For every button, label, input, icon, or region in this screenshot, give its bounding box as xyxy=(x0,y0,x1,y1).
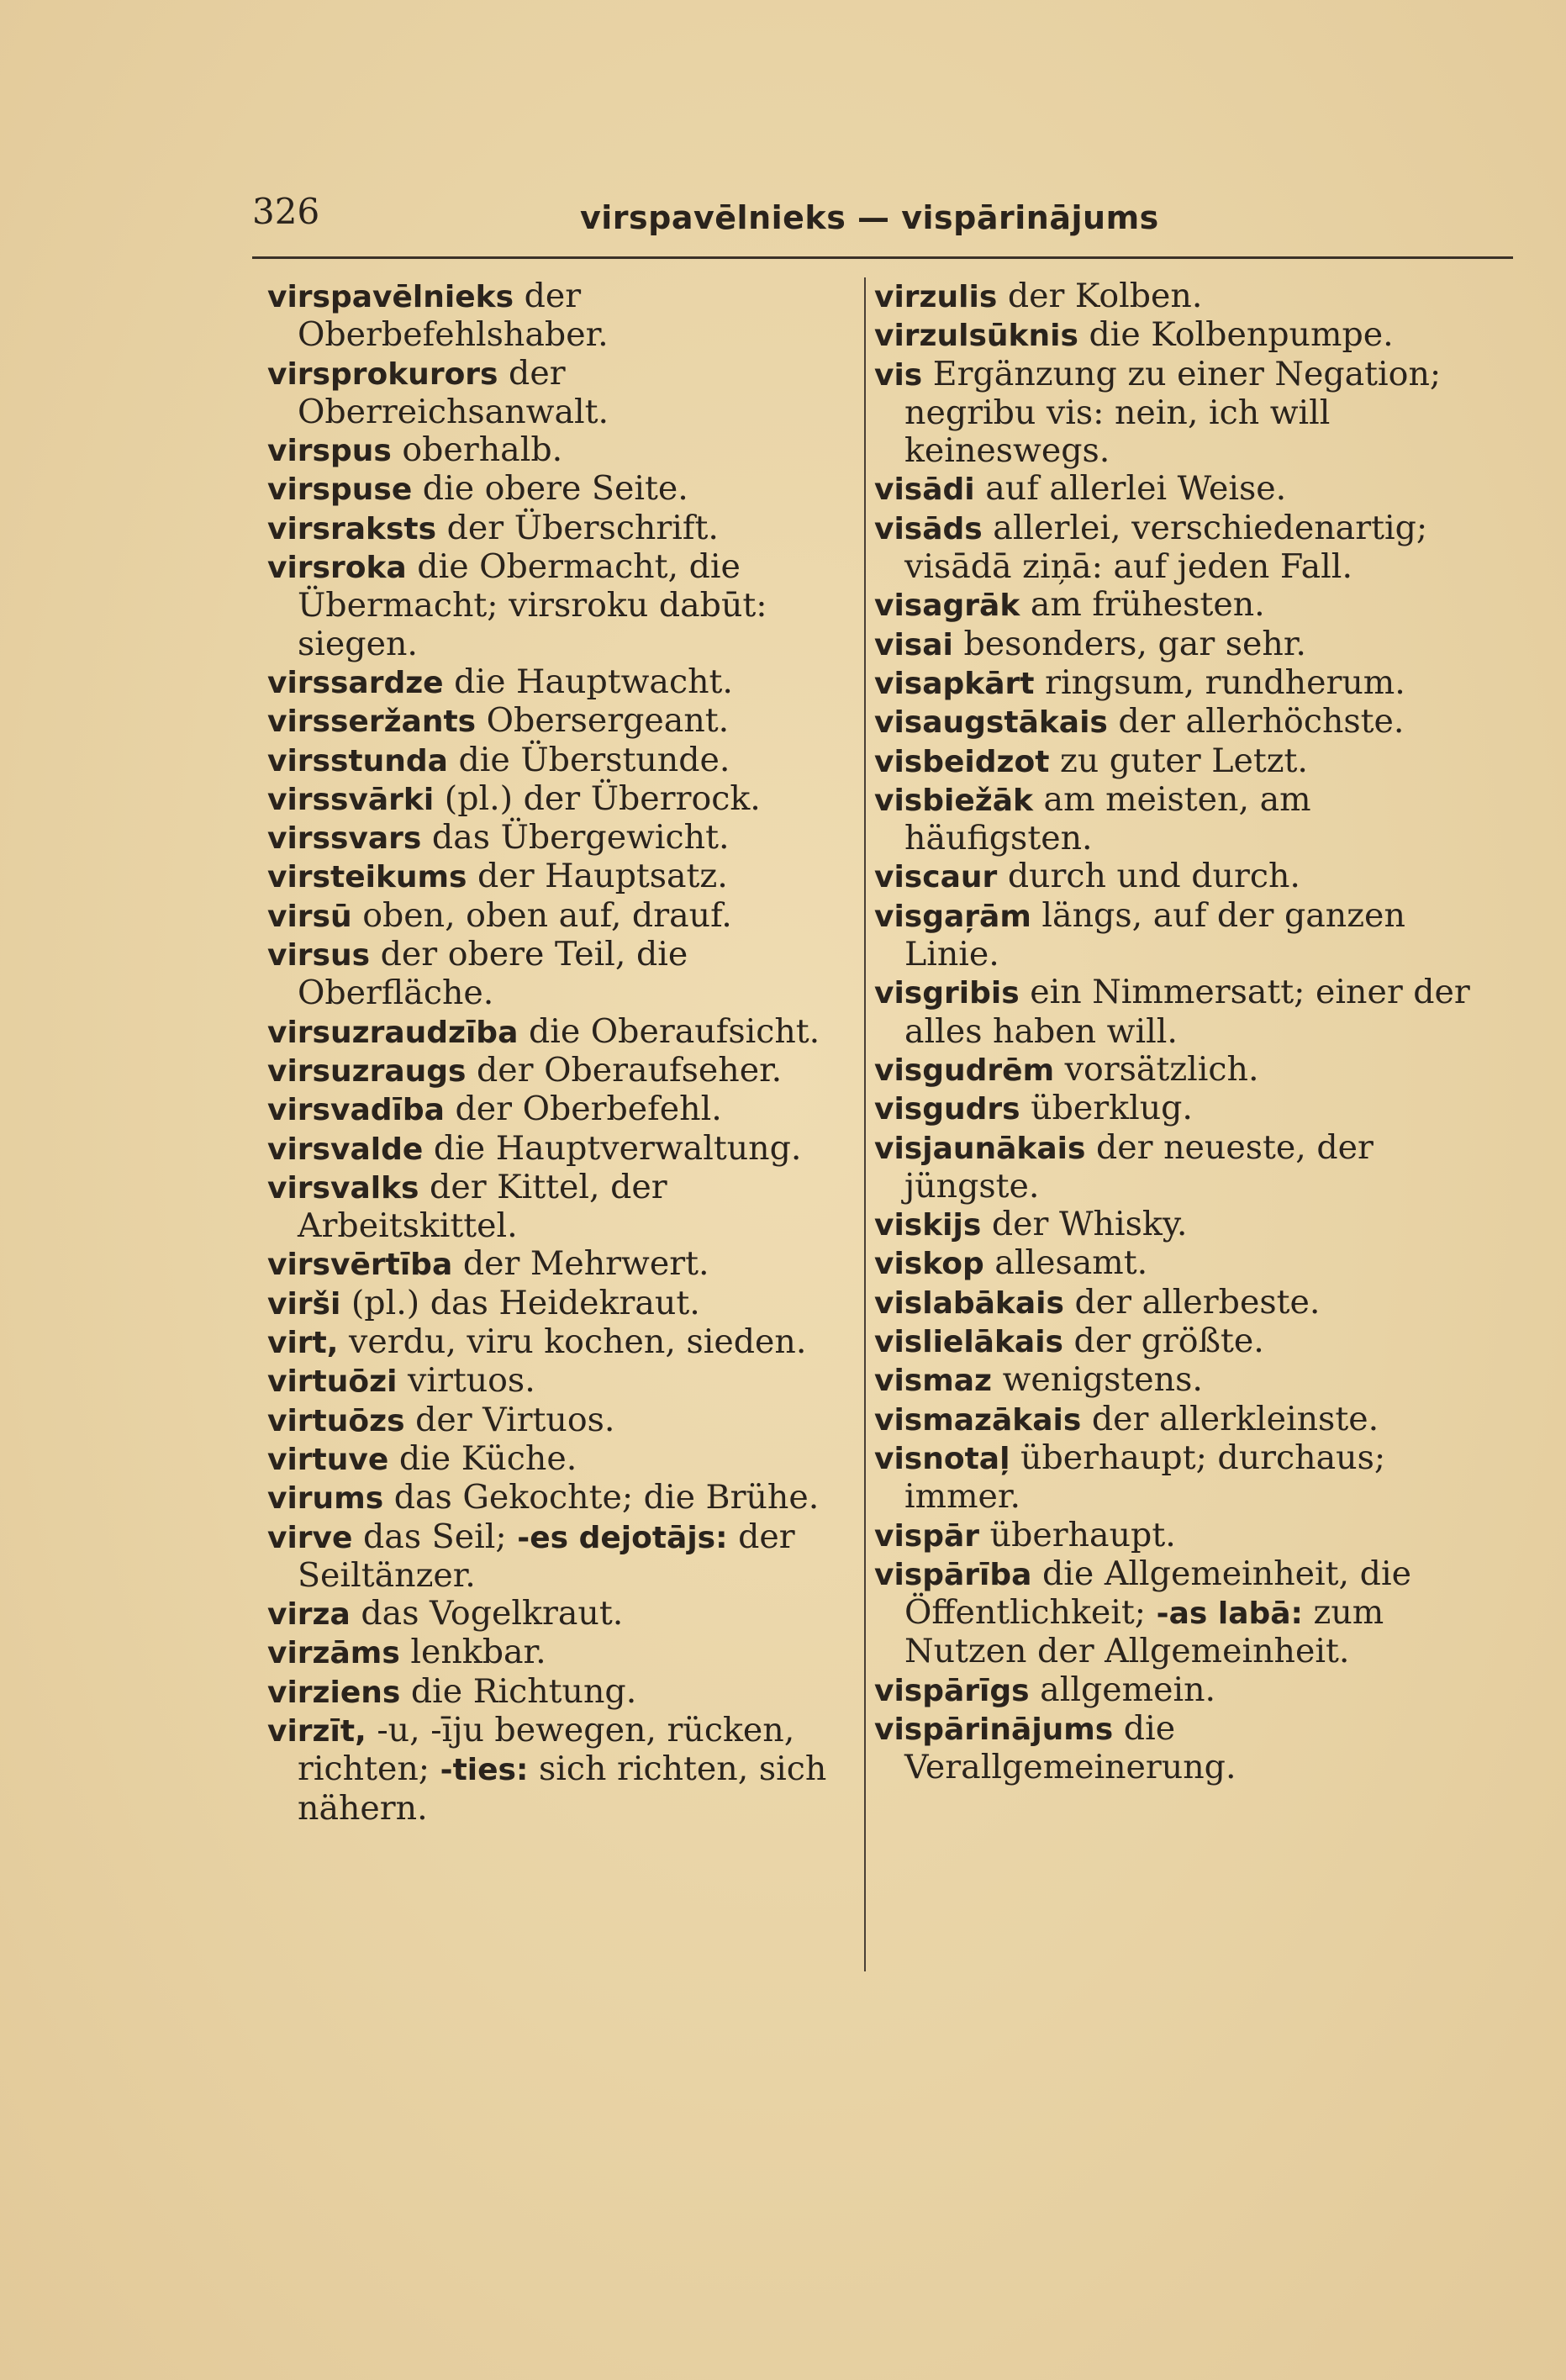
dictionary-entry xyxy=(874,1401,1496,1439)
headword: virsroka xyxy=(267,551,407,586)
headword: virsus xyxy=(267,938,371,974)
definition: der Whisky. xyxy=(991,1205,1188,1244)
headword: viskijs xyxy=(874,1208,982,1243)
dictionary-entry xyxy=(267,470,873,509)
dictionary-entry xyxy=(267,1245,873,1284)
right-column xyxy=(874,277,1496,1787)
headword: virve xyxy=(267,1520,353,1555)
dictionary-entry xyxy=(267,277,873,355)
headword: virza xyxy=(267,1597,351,1633)
dictionary-entry xyxy=(874,664,1496,703)
dictionary-entry xyxy=(267,431,873,470)
dictionary-entry xyxy=(874,277,1496,316)
headword: virsseržants xyxy=(267,705,477,740)
definition: der Oberbefehl. xyxy=(455,1090,722,1129)
dictionary-entry xyxy=(267,548,873,663)
dictionary-entry xyxy=(267,509,873,548)
definition: der Kolben. xyxy=(1007,277,1203,315)
derived-definition: der Seiltänzer. xyxy=(298,1517,795,1595)
definition: der neueste, der jüngste. xyxy=(904,1127,1374,1206)
definition: der Hauptsatz. xyxy=(477,857,728,896)
definition: allgemein. xyxy=(1040,1670,1216,1709)
definition: virtuos. xyxy=(408,1361,535,1401)
definition: der obere Teil, die Oberfläche. xyxy=(298,935,688,1013)
definition: überklug. xyxy=(1031,1089,1193,1128)
definition: die Kolbenpumpe. xyxy=(1089,315,1394,355)
headword: visādi xyxy=(874,472,975,508)
dictionary-entry xyxy=(874,1361,1496,1400)
headword: vislabākais xyxy=(874,1285,1064,1321)
dictionary-entry xyxy=(874,316,1496,355)
dictionary-entry xyxy=(874,974,1496,1051)
definition: die Richtung. xyxy=(410,1671,637,1711)
headword: virums xyxy=(267,1481,384,1517)
definition: der Oberbefehlshaber. xyxy=(298,277,609,355)
definition: überhaupt. xyxy=(989,1515,1176,1554)
derived-form: -ties: xyxy=(440,1753,529,1788)
headword: virzāms xyxy=(267,1636,400,1671)
definition: durch und durch. xyxy=(1007,857,1300,896)
definition: der Kittel, der Arbeitskittel. xyxy=(298,1167,667,1246)
definition: der allerkleinste. xyxy=(1091,1399,1379,1438)
dictionary-entry xyxy=(267,1285,873,1323)
dictionary-entry xyxy=(267,819,873,858)
headword: visjaunākais xyxy=(874,1131,1086,1166)
dictionary-entry xyxy=(267,355,873,432)
headword: vispārība xyxy=(874,1557,1032,1592)
dictionary-entry xyxy=(874,742,1496,781)
headword: virsvadība xyxy=(267,1093,445,1128)
headword: visai xyxy=(874,627,953,662)
headword: virsvalks xyxy=(267,1170,419,1206)
column-divider xyxy=(864,277,866,1971)
dictionary-entry xyxy=(874,703,1496,741)
headword: visagrāk xyxy=(874,588,1020,624)
definition: lenkbar. xyxy=(410,1633,546,1672)
dictionary-entry xyxy=(874,356,1496,471)
definition: die Allgemeinheit, die Öffentlichkeit; xyxy=(904,1554,1411,1633)
dictionary-entry xyxy=(267,858,873,896)
headword: virspavēlnieks xyxy=(267,280,514,314)
dictionary-entry xyxy=(874,509,1496,587)
dictionary-entry xyxy=(874,1051,1496,1090)
dictionary-entry xyxy=(874,1555,1496,1671)
dictionary-entry xyxy=(267,741,873,780)
headword: visaugstākais xyxy=(874,705,1108,741)
page-header xyxy=(252,189,1513,259)
dictionary-entry xyxy=(267,897,873,936)
definition: wenigstens. xyxy=(1002,1360,1203,1400)
definition: der größte. xyxy=(1073,1322,1264,1361)
headword: virtuōzs xyxy=(267,1403,405,1438)
headword: virsprokurors xyxy=(267,356,498,392)
dictionary-entry xyxy=(874,781,1496,858)
definition: ringsum, rundherum. xyxy=(1045,662,1405,702)
dictionary-entry xyxy=(267,1595,873,1633)
dictionary-entry xyxy=(874,1710,1496,1787)
definition: vorsätzlich. xyxy=(1064,1049,1259,1089)
derived-form: -as labā: xyxy=(1156,1596,1303,1632)
headword: virzīt, xyxy=(267,1713,366,1749)
dictionary-entry xyxy=(267,1130,873,1169)
definition: zu guter Letzt. xyxy=(1060,741,1308,780)
definition: die Oberaufsicht. xyxy=(528,1011,820,1051)
dictionary-entry xyxy=(267,1013,873,1052)
headword: viscaur xyxy=(874,860,998,895)
headword: virt, xyxy=(267,1326,339,1361)
dictionary-entry xyxy=(874,858,1496,896)
dictionary-entry xyxy=(267,702,873,741)
headword: vislielākais xyxy=(874,1325,1063,1360)
dictionary-entry xyxy=(267,1052,873,1090)
definition: allerlei, verschiedenartig; visādā ziņā: auf jeden Fall. xyxy=(904,508,1428,587)
headword: virssardze xyxy=(267,665,444,700)
dictionary-entry xyxy=(874,1284,1496,1322)
headword: visgudrs xyxy=(874,1092,1020,1127)
dictionary-entry xyxy=(874,470,1496,509)
definition: die Verallgemeinerung. xyxy=(904,1708,1236,1787)
derived-definition: zum Nutzen der Allgemeinheit. xyxy=(904,1593,1384,1671)
dictionary-entry xyxy=(267,1440,873,1479)
headword: vispārinājums xyxy=(874,1712,1114,1747)
derived-definition: sich richten, sich nähern. xyxy=(298,1749,827,1828)
dictionary-entry xyxy=(267,936,873,1013)
definition: oberhalb. xyxy=(402,430,563,470)
definition: der Oberaufseher. xyxy=(477,1050,783,1090)
definition: Ergänzung zu einer Negation; negribu vis: nein, ich will keineswegs. xyxy=(904,354,1442,471)
headword: virssvars xyxy=(267,821,422,857)
headword: visāds xyxy=(874,511,983,546)
dictionary-entry xyxy=(267,1633,873,1672)
dictionary-entry xyxy=(874,1322,1496,1361)
headword: virtuōzi xyxy=(267,1364,398,1400)
headword: virsuzraugs xyxy=(267,1053,467,1089)
headword: visapkārt xyxy=(874,666,1035,701)
headword: virziens xyxy=(267,1675,401,1710)
definition: der allerhöchste. xyxy=(1118,702,1405,741)
definition: am meisten, am häufigsten. xyxy=(904,779,1311,858)
headword: virtuve xyxy=(267,1442,389,1477)
definition: das Übergewicht. xyxy=(431,818,730,858)
definition: die Hauptwacht. xyxy=(454,662,733,701)
headword: virsū xyxy=(267,899,352,934)
dictionary-entry xyxy=(267,1401,873,1440)
dictionary-entry xyxy=(267,1323,873,1362)
definition: die Hauptverwaltung. xyxy=(433,1128,802,1168)
dictionary-entry xyxy=(874,897,1496,974)
definition: der Oberreichsanwalt. xyxy=(298,353,609,431)
headword: vispār xyxy=(874,1518,980,1554)
headword: visnotaļ xyxy=(874,1441,1010,1476)
page-number: 326 xyxy=(252,191,320,232)
derived-form: -es dejotājs: xyxy=(517,1520,728,1555)
definition: die Küche. xyxy=(398,1438,577,1478)
definition: (pl.) der Überrock. xyxy=(444,778,761,818)
headword: virsvērtība xyxy=(267,1248,453,1283)
headword: visbeidzot xyxy=(874,744,1050,779)
headword: virzulsūknis xyxy=(874,319,1078,354)
headword: virspuse xyxy=(267,472,413,508)
headword: visgudrēm xyxy=(874,1053,1055,1088)
headword: virsteikums xyxy=(267,860,467,895)
definition: das Vogelkraut. xyxy=(361,1594,624,1633)
definition: am frühesten. xyxy=(1030,585,1265,625)
definition: allesamt. xyxy=(994,1243,1148,1283)
left-column xyxy=(267,277,873,1828)
dictionary-entry xyxy=(874,1439,1496,1517)
definition: die Obermacht, die Übermacht; virsroku dabūt: siegen. xyxy=(298,547,767,663)
dictionary-entry xyxy=(267,1712,873,1828)
headword: virzulis xyxy=(874,280,998,314)
dictionary-entry xyxy=(874,1090,1496,1128)
headword: virsvalde xyxy=(267,1132,424,1167)
definition: das Gekochte; die Brühe. xyxy=(393,1478,820,1517)
headword: vis xyxy=(874,357,923,393)
headword: virsuzraudzība xyxy=(267,1015,519,1050)
definition: der Mehrwert. xyxy=(462,1244,709,1284)
dictionary-entry xyxy=(874,1206,1496,1244)
dictionary-entry xyxy=(874,625,1496,664)
definition: der Virtuos. xyxy=(415,1400,615,1439)
headword: vispārīgs xyxy=(874,1673,1030,1708)
dictionary-entry xyxy=(267,1090,873,1129)
headword: visgribis xyxy=(874,976,1020,1011)
headword: viskop xyxy=(874,1247,984,1282)
headword: virsraksts xyxy=(267,511,437,546)
headword: visbiežāk xyxy=(874,783,1033,818)
definition: die obere Seite. xyxy=(422,469,688,509)
definition: auf allerlei Weise. xyxy=(985,469,1287,509)
definition: der Überschrift. xyxy=(446,508,719,547)
definition: besonders, gar sehr. xyxy=(963,624,1306,663)
definition: (pl.) das Heidekraut. xyxy=(351,1283,700,1322)
definition: verdu, viru kochen, sieden. xyxy=(349,1322,807,1362)
headword: virsstunda xyxy=(267,743,448,778)
dictionary-entry xyxy=(267,1169,873,1246)
definition: überhaupt; durchaus; immer. xyxy=(904,1438,1386,1517)
headword: vismazākais xyxy=(874,1402,1082,1438)
dictionary-entry xyxy=(267,1518,873,1596)
headword: visgaŗām xyxy=(874,899,1031,934)
dictionary-entry xyxy=(267,1673,873,1712)
dictionary-entry xyxy=(874,1671,1496,1710)
dictionary-entry xyxy=(267,663,873,702)
definition: längs, auf der ganzen Linie. xyxy=(904,895,1405,974)
definition: die Überstunde. xyxy=(458,740,730,779)
dictionary-entry xyxy=(267,1362,873,1401)
running-head: virspavēlnieks — vispārinājums xyxy=(580,199,1159,236)
dictionary-entry xyxy=(267,780,873,819)
dictionary-entry xyxy=(874,1517,1496,1555)
dictionary-entry xyxy=(874,586,1496,625)
dictionary-entry xyxy=(267,1479,873,1517)
definition: -u, -īju bewegen, rücken, richten; xyxy=(298,1710,795,1789)
definition: oben, oben auf, drauf. xyxy=(362,895,732,935)
dictionary-entry xyxy=(874,1129,1496,1206)
definition: Obersergeant. xyxy=(486,701,730,741)
headword: virssvārki xyxy=(267,782,435,817)
definition: der allerbeste. xyxy=(1074,1282,1321,1322)
headword: virši xyxy=(267,1286,341,1322)
headword: virspus xyxy=(267,434,392,469)
headword: vismaz xyxy=(874,1364,992,1399)
definition: das Seil; xyxy=(363,1517,507,1556)
definition: ein Nimmersatt; einer der alles haben will. xyxy=(904,973,1470,1051)
dictionary-entry xyxy=(874,1244,1496,1283)
